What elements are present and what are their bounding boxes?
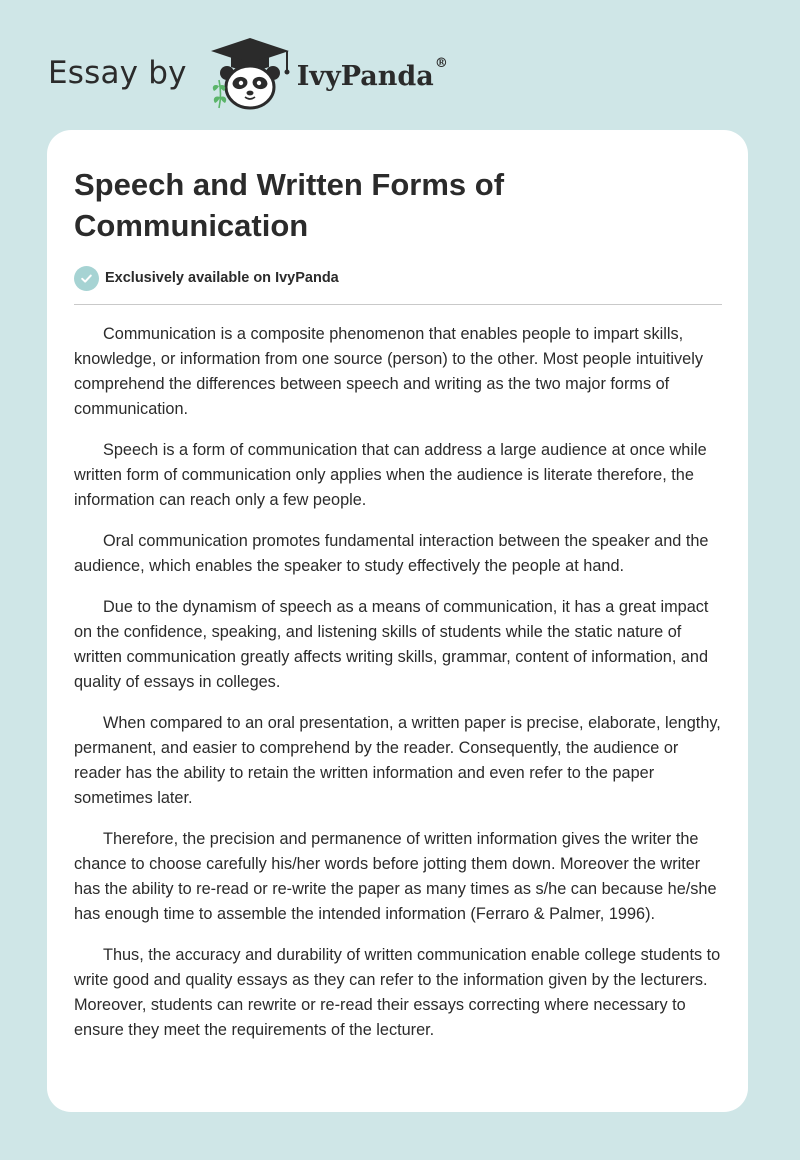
essay-by-label: Essay by bbox=[48, 54, 187, 91]
essay-title: Speech and Written Forms of Communication bbox=[74, 167, 505, 243]
registered-mark: ® bbox=[434, 55, 448, 71]
paragraph: When compared to an oral presentation, a written paper is precise, elaborate, lengthy, permanent, and easier to comprehend by the reader. Consequently, the audience or reader has the ability to retain the written information and even refer to the paper sometimes later. bbox=[74, 714, 721, 807]
paragraph: Thus, the accuracy and durability of written communication enable college students to write good and quality essays as they can refer to the information given by the lecturers. Moreover, students can rewrite or re-read their essays correcting where necessary to ensure they meet the requirements of the lecturer. bbox=[74, 946, 721, 1039]
essay-body bbox=[74, 322, 722, 1043]
check-icon bbox=[74, 266, 99, 291]
checkmark-glyph bbox=[80, 272, 93, 285]
panda-graduate-logo-icon[interactable] bbox=[205, 36, 295, 110]
exclusive-notice bbox=[74, 264, 722, 292]
ivypanda-wordmark[interactable] bbox=[296, 55, 448, 92]
brand-name-text: IvyPanda bbox=[296, 60, 434, 92]
site-header bbox=[48, 36, 448, 110]
paragraph: Therefore, the precision and permanence of written information gives the writer the chance to choose carefully his/her words before jotting them down. Moreover the writer has the ability to re-read or re-write the paper as many times as s/he can because he/she has enough time to assemble the intended information (Ferraro & Palmer, 1996). bbox=[74, 830, 717, 923]
exclusive-label: Exclusively available on IvyPanda bbox=[105, 270, 339, 286]
paragraph: Due to the dynamism of speech as a means of communication, it has a great impact on the confidence, speaking, and listening skills of students while the static nature of written communication greatly affects writing skills, grammar, content of information, and quality of essays in colleges. bbox=[74, 598, 709, 691]
paragraph: Speech is a form of communication that can address a large audience at once while written form of communication only applies when the audience is literate therefore, the information can reach only a few people. bbox=[74, 441, 707, 509]
paragraph: Communication is a composite phenomenon that enables people to impart skills, knowledge, or information from one source (person) to the other. Most people intuitively comprehend the differences between speech and writing as the two major forms of communication. bbox=[74, 325, 703, 418]
title-divider bbox=[74, 304, 722, 305]
essay-card bbox=[47, 130, 748, 1112]
paragraph: Oral communication promotes fundamental interaction between the speaker and the audience, which enables the speaker to study effectively the people at hand. bbox=[74, 532, 709, 575]
